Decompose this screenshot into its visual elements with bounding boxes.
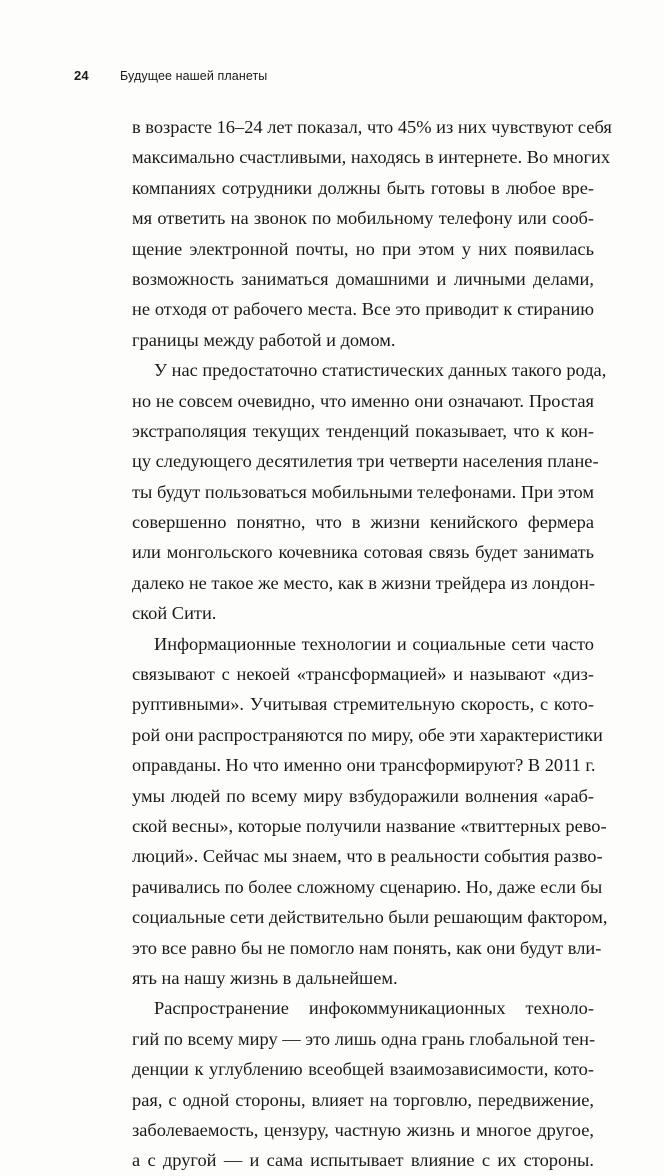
text-line: рачивались по более сложному сценарию. Но, даже если бы [132,876,603,897]
text-line: У нас предостаточно статистических данных такого рода, [154,360,607,381]
text-line: далеко не такое же место, как в жизни трейдера из лондон- [132,572,595,593]
text-line: ской Сити. [132,603,217,624]
text-line: оправданы. Но что именно они трансформируют? В 2011 г. [132,755,596,776]
text-line: связывают с некоей «трансформацией» и называют «диз- [132,664,594,685]
text-line: денции к углублению всеобщей взаимозависимости, кото- [132,1059,594,1080]
paragraph-1 [132,112,612,355]
page-number: 24 [74,68,89,83]
text-line: ской весны», которые получили название «твиттерных рево- [132,815,607,836]
text-line: умы людей по всему миру взбудоражили волнения «араб- [132,785,594,806]
text-line: экстраполяция текущих тенденций показывает, что к кон- [132,420,594,441]
text-line: границы между работой и домом. [132,329,396,350]
text-line: гий по всему миру — это лишь одна грань глобальной тен- [132,1028,596,1049]
text-line: а с другой — и сама испытывает влияние с их стороны. [132,1150,594,1171]
text-line: компаниях сотрудники должны быть готовы в любое вре- [132,177,594,198]
text-line: цу следующего десятилетия три четверти населения плане- [132,451,599,472]
paragraph-3 [132,629,608,994]
text-line: люций». Сейчас мы знаем, что в реальности события разво- [132,846,603,867]
text-line: это все равно бы не помогло нам понять, как они будут вли- [132,937,602,958]
paragraph-4 [132,993,594,1175]
text-line: рой они распространяются по миру, обе эти характеристики [132,724,603,745]
text-line: ты будут пользоваться мобильными телефонами. При этом [132,481,594,502]
text-line: в возрасте 16–24 лет показал, что 45% из них чувствуют себя [132,117,612,137]
text-line: ять на нашу жизнь в дальнейшем. [132,967,398,988]
text-line: социальные сети действительно были решающим фактором, [132,907,608,928]
book-title: Будущее нашей планеты [120,69,268,83]
text-line: максимально счастливыми, находясь в интернете. Во многих [132,147,611,168]
text-line: возможность заниматься домашними и личными делами, [132,268,594,289]
text-line: щение электронной почты, но при этом у них появилась [132,238,594,259]
body-text [132,112,612,1176]
text-line: мя ответить на звонок по мобильному телефону или сооб- [132,208,594,229]
text-line: руптивными». Учитывая стремительную скорость, с кото- [132,694,594,715]
text-line: совершенно понятно, что в жизни кенийского фермера [132,512,594,533]
text-line: рая, с одной стороны, влияет на торговлю, передвижение, [132,1089,594,1110]
text-line: не отходя от рабочего места. Все это приводит к стиранию [132,299,594,320]
text-line: или монгольского кочевника сотовая связь будет занимать [132,542,594,563]
text-line: Распространение инфокоммуникационных техноло- [154,998,594,1019]
paragraph-2 [132,355,607,629]
running-header [74,68,267,84]
text-line: Информационные технологии и социальные сети часто [154,633,594,654]
text-line: заболеваемость, цензуру, частную жизнь и многое другое, [132,1119,594,1140]
text-line: но не совсем очевидно, что именно они означают. Простая [132,390,594,411]
